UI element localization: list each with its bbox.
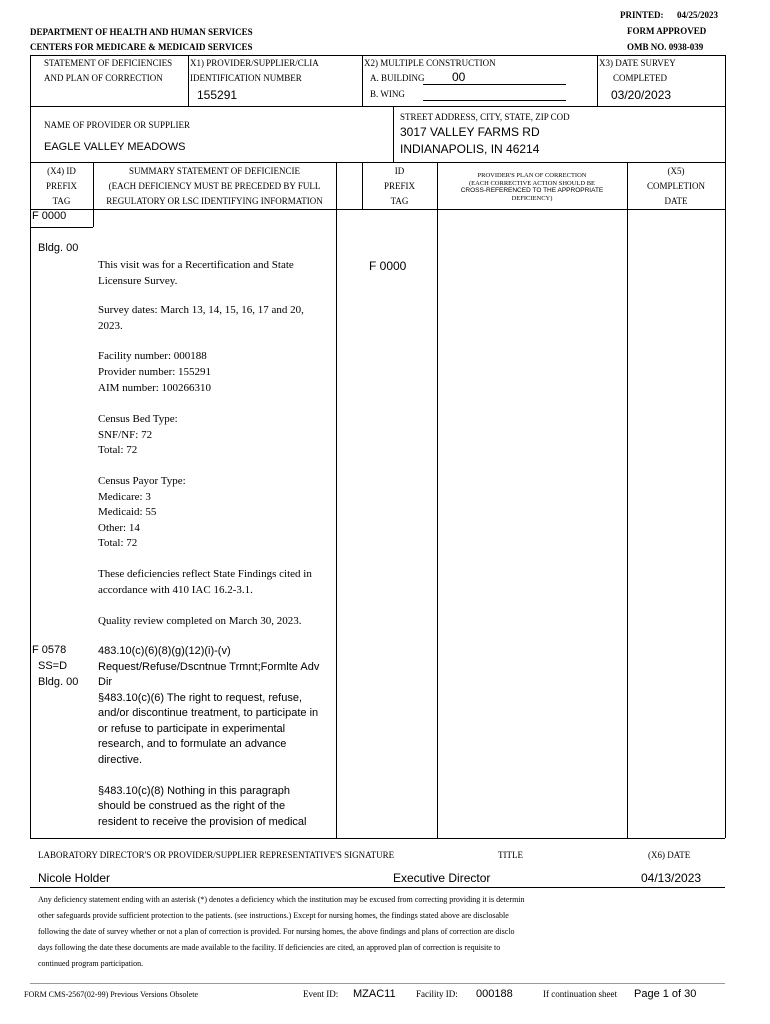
x3-label: X3) DATE SURVEY — [599, 58, 676, 68]
summary-header: SUMMARY STATEMENT OF DEFICIENCIE — [128, 166, 301, 176]
rule — [30, 162, 725, 163]
summary-text: research, and to formulate an advance — [98, 738, 287, 750]
omb-number: OMB NO. 0938-039 — [627, 42, 704, 52]
signer-title: Executive Director — [393, 871, 491, 885]
rule — [437, 162, 438, 838]
form-approved: FORM APPROVED — [627, 26, 707, 36]
disclaimer-text: Any deficiency statement ending with an asterisk (*) denotes a deficiency which the institution may be excused from correcting providing it is determin — [38, 895, 525, 904]
id-header: ID — [394, 166, 405, 176]
summary-text: Quality review completed on March 30, 2023. — [98, 615, 302, 627]
signature-label: LABORATORY DIRECTOR'S OR PROVIDER/SUPPLIER REPRESENTATIVE'S SIGNATURE — [38, 850, 395, 860]
summary-text: Medicaid: 55 — [98, 506, 157, 518]
rule — [188, 55, 189, 106]
x5-header: COMPLETION — [647, 181, 705, 191]
facility-id-label: Facility ID: — [416, 989, 458, 999]
building-label: A. BUILDING — [370, 73, 425, 83]
address-label: STREET ADDRESS, CITY, STATE, ZIP COD — [400, 112, 570, 122]
plan-header: (EACH CORRECTIVE ACTION SHOULD BE — [468, 180, 596, 187]
x4-header: (X4) ID — [47, 166, 76, 176]
summary-text: 483.10(c)(6)(8)(g)(12)(i)-(v) — [98, 645, 231, 657]
id-header: TAG — [390, 196, 409, 206]
tag-f0000: F 0000 — [32, 210, 67, 222]
summary-text: Medicare: 3 — [98, 491, 151, 503]
rule — [30, 55, 725, 56]
summary-text: Facility number: 000188 — [98, 350, 207, 362]
id-header: PREFIX — [383, 181, 415, 191]
summary-header: REGULATORY OR LSC IDENTIFYING INFORMATION — [106, 196, 323, 206]
rule — [627, 162, 628, 838]
rule — [30, 838, 725, 839]
survey-date-value: 03/20/2023 — [611, 88, 672, 102]
provider-name-value: EAGLE VALLEY MEADOWS — [44, 141, 186, 153]
x4-header: PREFIX — [45, 181, 77, 191]
centers-title: CENTERS FOR MEDICARE & MEDICAID SERVICES — [30, 42, 253, 52]
rule — [725, 55, 726, 838]
disclaimer-text: days following the date these documents are made available to the facility. If deficiencies are cited, an approved plan of correction is requisite to — [38, 943, 501, 952]
x6-date-label: (X6) DATE — [648, 850, 691, 860]
tag-f0578: F 0578 — [32, 644, 67, 656]
x5-header: DATE — [664, 196, 688, 206]
rule — [30, 209, 725, 210]
continuation-label: If continuation sheet — [543, 989, 617, 999]
tag-f0000-right: F 0000 — [369, 259, 407, 273]
summary-text: and/or discontinue treatment, to participate in — [98, 707, 319, 719]
summary-text: or refuse to participate in experimental — [98, 723, 286, 735]
event-id-label: Event ID: — [303, 989, 339, 999]
statement-label: AND PLAN OF CORRECTION — [44, 73, 163, 83]
x2-label: X2) MULTIPLE CONSTRUCTION — [364, 58, 496, 68]
provider-name-label: NAME OF PROVIDER OR SUPPLIER — [44, 120, 191, 130]
summary-text: Survey dates: March 13, 14, 15, 16, 17 and 20, — [98, 304, 304, 316]
summary-text: should be construed as the right of the — [98, 800, 286, 812]
x1-label: X1) PROVIDER/SUPPLIER/CLIA — [190, 58, 319, 68]
summary-text: Census Payor Type: — [98, 475, 186, 487]
summary-text: Other: 14 — [98, 522, 140, 534]
plan-header: DEFICIENCY) — [511, 195, 553, 202]
signer-name: Nicole Holder — [38, 871, 111, 885]
building-underline — [423, 84, 566, 85]
summary-text: Provider number: 155291 — [98, 366, 212, 378]
rule — [30, 227, 93, 228]
provider-id-value: 155291 — [197, 88, 238, 102]
summary-text: This visit was for a Recertification and State — [98, 259, 294, 271]
rule — [336, 162, 337, 838]
printed-date: 04/25/2023 — [677, 10, 719, 20]
summary-text: These deficiencies reflect State Findings cited in — [98, 568, 312, 580]
plan-header: CROSS-REFERENCED TO THE APPROPRIATE — [460, 187, 604, 194]
footer-rule — [30, 983, 725, 984]
rule — [30, 887, 725, 888]
summary-text: Licensure Survey. — [98, 275, 178, 287]
printed-label: PRINTED: — [620, 10, 664, 20]
summary-text: 2023. — [98, 320, 123, 332]
event-id-value: MZAC11 — [353, 988, 396, 1000]
form-id: FORM CMS-2567(02-99) Previous Versions Obsolete — [24, 990, 199, 999]
building-tag: Bldg. 00 — [38, 676, 79, 688]
disclaimer-text: other safeguards provide sufficient protection to the patients. (see instructions.) Except for nursing homes, the findings stated above are disclosable — [38, 911, 509, 920]
disclaimer-text: following the date of survey whether or not a plan of correction is provided. For nursing homes, the above findings and plans of correction are disclo — [38, 927, 515, 936]
summary-text: SNF/NF: 72 — [98, 429, 153, 441]
summary-text: §483.10(c)(8) Nothing in this paragraph — [98, 785, 291, 797]
statement-label: STATEMENT OF DEFICIENCIES — [44, 58, 173, 68]
page-number: Page 1 of 30 — [634, 988, 697, 1000]
summary-text: §483.10(c)(6) The right to request, refuse, — [98, 692, 303, 704]
summary-header: (EACH DEFICIENCY MUST BE PRECEDED BY FULL — [108, 181, 321, 191]
summary-text: accordance with 410 IAC 16.2-3.1. — [98, 584, 253, 596]
x3-label: COMPLETED — [613, 73, 667, 83]
building-tag: Bldg. 00 — [38, 242, 79, 254]
rule — [30, 106, 725, 107]
rule — [362, 55, 363, 106]
summary-text: directive. — [98, 754, 143, 766]
x5-header: (X5) — [667, 166, 685, 176]
wing-label: B. WING — [370, 89, 405, 99]
wing-underline — [423, 100, 566, 101]
building-value: 00 — [452, 70, 466, 84]
rule — [597, 55, 598, 106]
summary-text: Total: 72 — [98, 537, 138, 549]
title-label: TITLE — [498, 850, 523, 860]
summary-text: Request/Refuse/Dscntnue Trmnt;Formlte Adv — [98, 661, 320, 673]
plan-header: PROVIDER'S PLAN OF CORRECTION — [477, 172, 587, 179]
summary-text: Total: 72 — [98, 444, 138, 456]
x4-header: TAG — [52, 196, 71, 206]
x1-label: IDENTIFICATION NUMBER — [190, 73, 302, 83]
signature-date: 04/13/2023 — [641, 871, 702, 885]
address-line-2: INDIANAPOLIS, IN 46214 — [400, 142, 540, 156]
rule — [93, 209, 94, 227]
severity-scope: SS=D — [38, 660, 68, 672]
rule — [393, 106, 394, 162]
facility-id-value: 000188 — [476, 988, 513, 1000]
summary-text: resident to receive the provision of medical — [98, 816, 307, 828]
address-line-1: 3017 VALLEY FARMS RD — [400, 125, 540, 139]
disclaimer-text: continued program participation. — [38, 959, 144, 968]
summary-text: Dir — [98, 676, 113, 688]
summary-text: Census Bed Type: — [98, 413, 178, 425]
summary-text: AIM number: 100266310 — [98, 382, 212, 394]
department-title: DEPARTMENT OF HEALTH AND HUMAN SERVICES — [30, 27, 253, 37]
